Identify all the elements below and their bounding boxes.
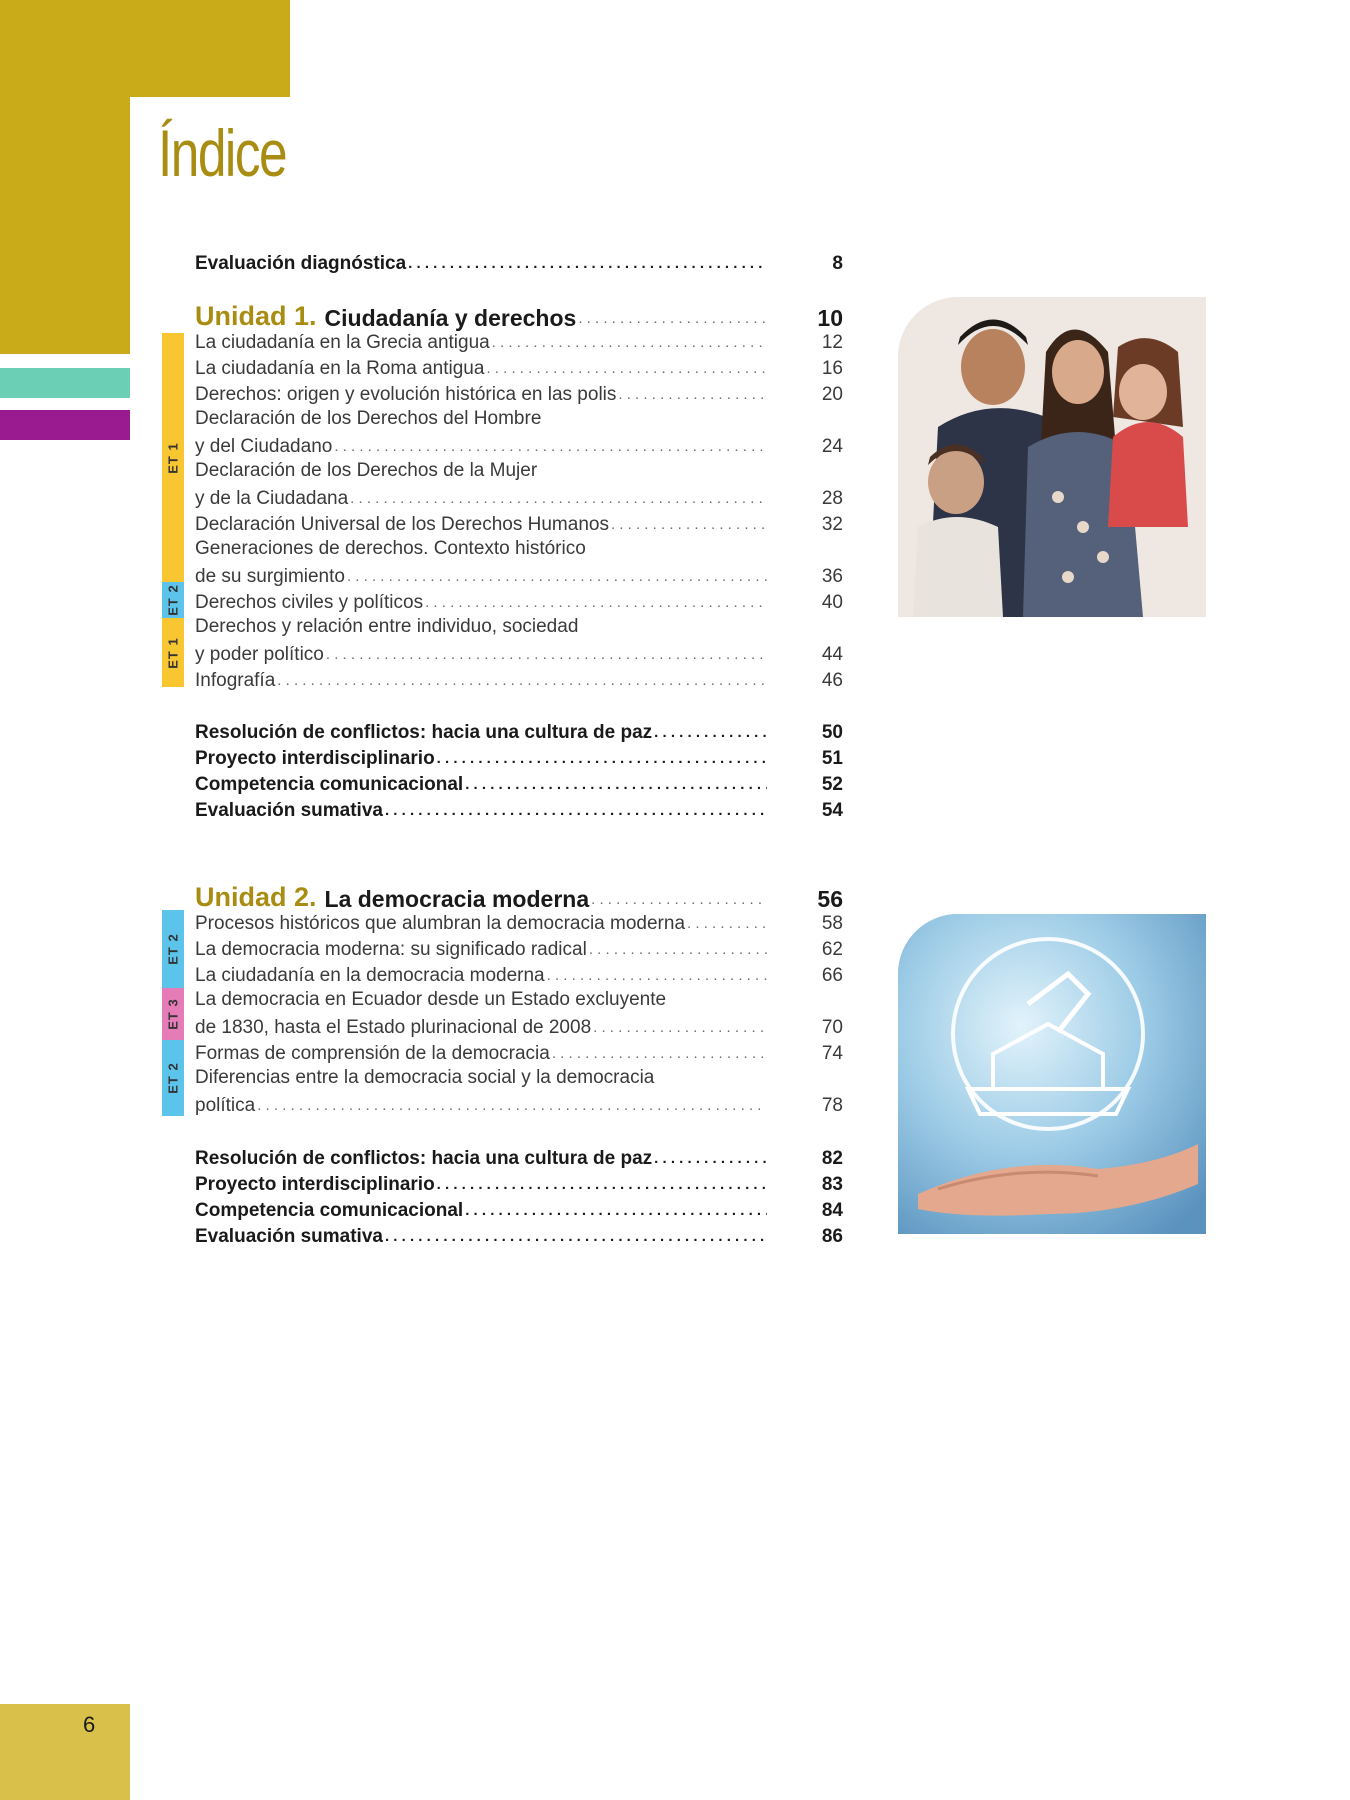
toc-entry[interactable]: Infografía . . . 46 [195,666,843,692]
toc-entry[interactable]: Derechos: origen y evolución histórica en las polis . . . 20 [195,380,843,406]
toc-entry[interactable]: y de la Ciudadana . . . 28 [195,484,843,510]
page-title: Índice [158,116,287,190]
toc-entry[interactable]: La ciudadanía en la Roma antigua . . . 16 [195,354,843,380]
toc-entry-extra[interactable]: Competencia comunicacional . . . 52 [195,770,843,796]
toc-entry[interactable]: de su surgimiento . . . 36 [195,562,843,588]
toc-entry[interactable]: Derechos civiles y políticos . . . 40 [195,588,843,614]
toc-entry[interactable]: y poder político . . . 44 [195,640,843,666]
toc-entry[interactable]: de 1830, hasta el Estado plurinacional de 2008 . . . 70 [195,1013,843,1039]
toc-entry-line[interactable]: La democracia en Ecuador desde un Estado excluyente [195,989,667,1010]
ballot-box-illustration [898,914,1206,1234]
toc-entry-diagnostic[interactable]: Evaluación diagnóstica . . . 8 [195,249,843,275]
header-gold-block [0,0,290,97]
magenta-stripe [0,410,130,440]
toc-entry-line[interactable]: Generaciones de derechos. Contexto histórico [195,538,586,559]
et-tag: ET 2 [162,582,184,618]
et-tag: ET 3 [162,988,184,1040]
teal-stripe [0,368,130,398]
toc-entry-extra[interactable]: Resolución de conflictos: hacia una cultura de paz . . . 50 [195,718,843,744]
toc-entry[interactable]: Procesos históricos que alumbran la democracia moderna . . . 58 [195,909,843,935]
toc-entry-extra[interactable]: Evaluación sumativa . . . 86 [195,1222,843,1248]
family-photo [898,297,1206,617]
toc-entry-extra[interactable]: Proyecto interdisciplinario . . . 51 [195,744,843,770]
toc-entry-extra[interactable]: Proyecto interdisciplinario . . . 83 [195,1170,843,1196]
toc-entry[interactable]: y del Ciudadano . . . 24 [195,432,843,458]
family-illustration [898,297,1206,617]
side-gold-block [0,97,130,354]
footer-block [0,1704,130,1800]
toc-entry[interactable]: Declaración Universal de los Derechos Humanos . . . 32 [195,510,843,536]
toc-entry[interactable]: La democracia moderna: su significado radical . . . 62 [195,935,843,961]
toc-entry-line[interactable]: Diferencias entre la democracia social y la democracia [195,1067,655,1088]
toc-entry[interactable]: política . . . 78 [195,1091,843,1117]
toc-entry[interactable]: La ciudadanía en la Grecia antigua . . . 12 [195,328,843,354]
toc-entry-line[interactable]: Declaración de los Derechos de la Mujer [195,460,538,481]
et-tag: ET 2 [162,910,184,988]
page-number: 6 [83,1712,96,1737]
toc-entry[interactable]: Formas de comprensión de la democracia . . . 74 [195,1039,843,1065]
voting-hand-photo [898,914,1206,1234]
toc-entry-line[interactable]: Declaración de los Derechos del Hombre [195,408,542,429]
et-tag: ET 1 [162,333,184,582]
toc-entry-extra[interactable]: Evaluación sumativa . . . 54 [195,796,843,822]
toc-unit-2[interactable]: Unidad 2. La democracia moderna . . . 56 [195,877,843,913]
toc-entry-line[interactable]: Derechos y relación entre individuo, sociedad [195,616,579,637]
et-tag: ET 2 [162,1040,184,1116]
et-tag: ET 1 [162,618,184,687]
toc-entry-extra[interactable]: Resolución de conflictos: hacia una cultura de paz . . . 82 [195,1144,843,1170]
toc-entry-extra[interactable]: Competencia comunicacional . . . 84 [195,1196,843,1222]
toc-entry[interactable]: La ciudadanía en la democracia moderna . . . 66 [195,961,843,987]
toc-unit-1[interactable]: Unidad 1. Ciudadanía y derechos . . . 10 [195,296,843,332]
